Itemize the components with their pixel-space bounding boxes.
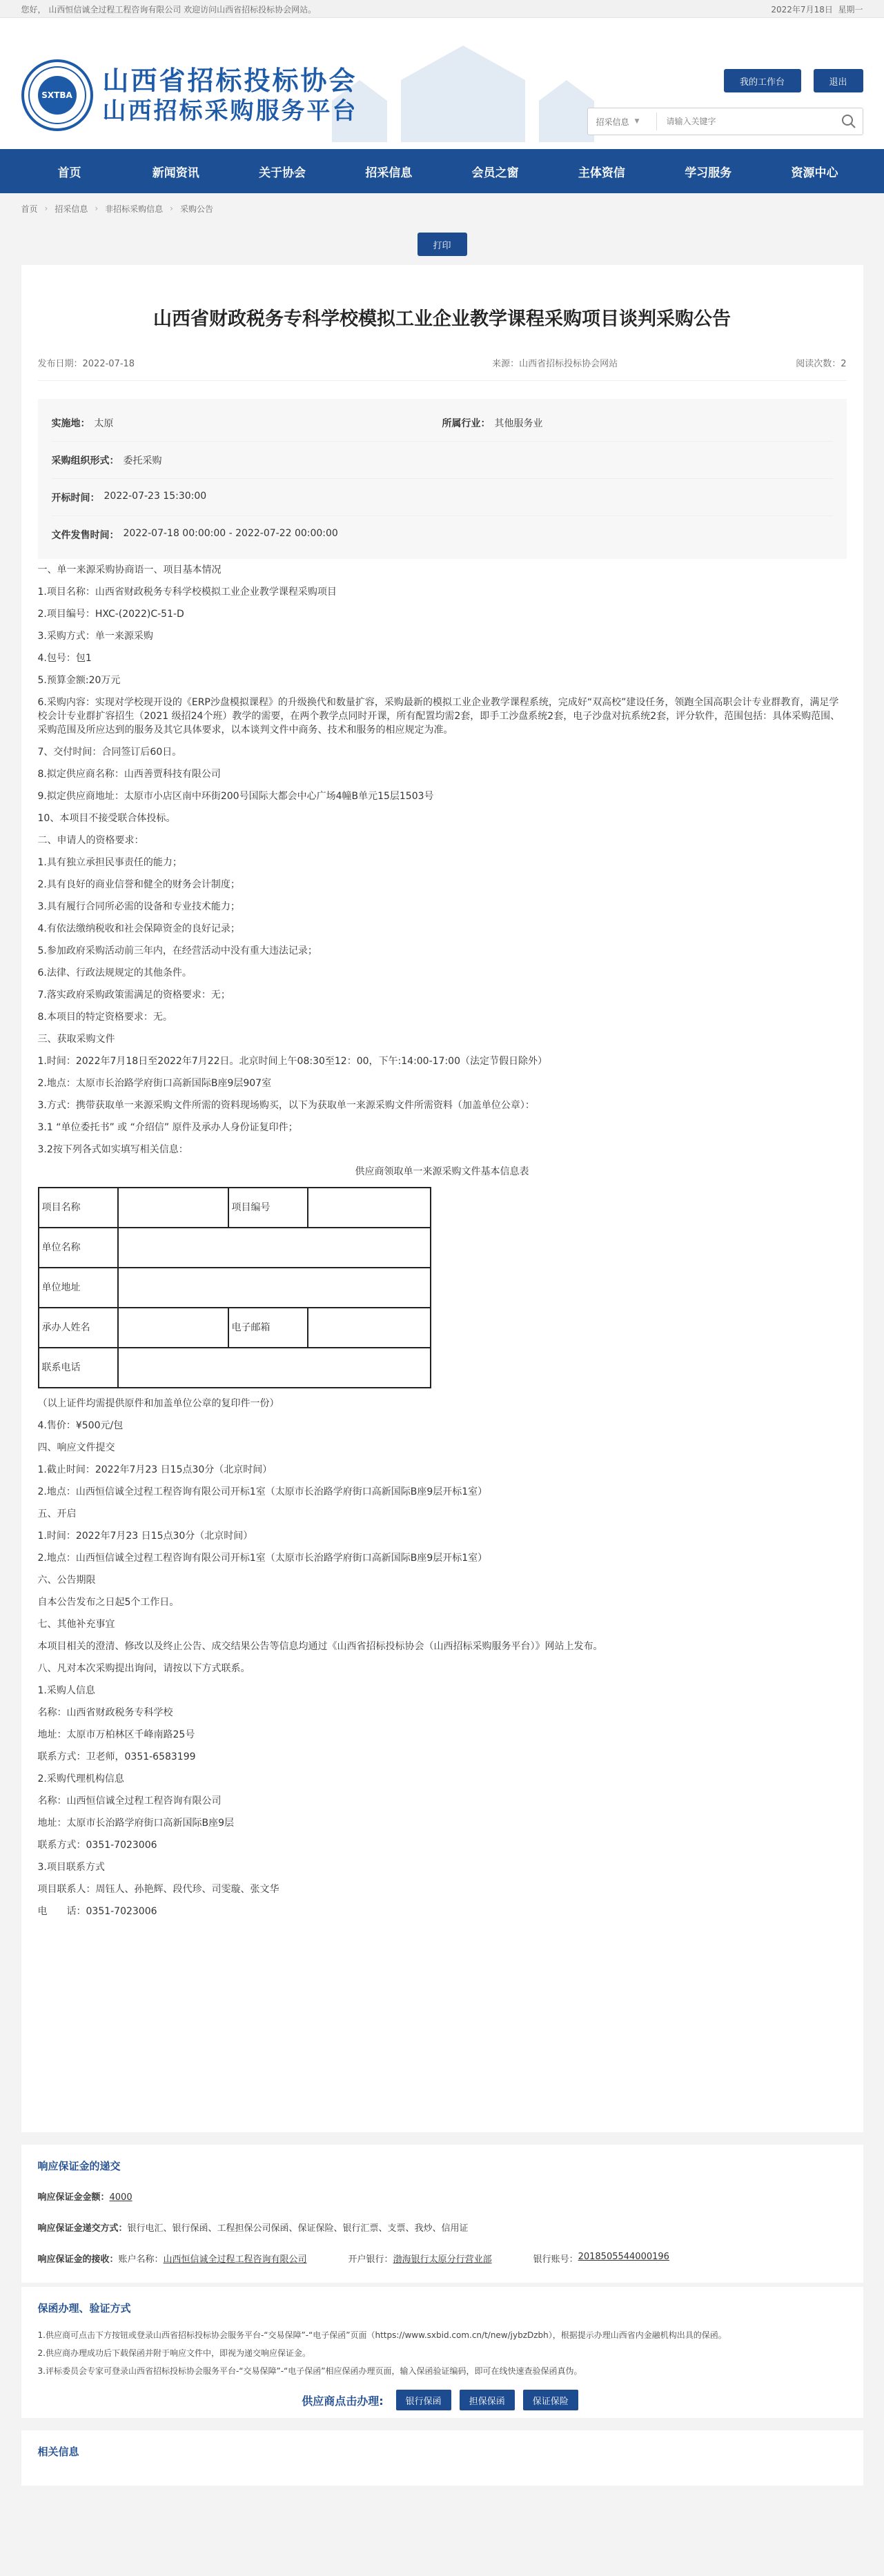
bank-guarantee-button[interactable]: 银行保函 <box>396 2390 451 2410</box>
read-count: 阅读次数：2 <box>796 359 847 369</box>
deposit-amount-label: 响应保证金金额： <box>37 2192 110 2203</box>
breadcrumb-current: 采购公告 <box>179 204 213 214</box>
industry-label: 所属行业： <box>442 417 491 429</box>
guarantee-buttons-label: 供应商点击办理: <box>302 2394 384 2408</box>
deposit-methods-label: 响应保证金递交方式： <box>37 2223 128 2234</box>
deposit-amount-value: 4000 <box>109 2192 132 2203</box>
table-cell-empty <box>118 1188 228 1228</box>
search-icon[interactable] <box>835 108 863 135</box>
open-time-label: 开标时间： <box>51 492 100 504</box>
article-paragraph: 2.地点：山西恒信诚全过程工程咨询有限公司开标1室（太原市长治路学府街口高新国际B座9层开标1室） <box>37 1486 488 1497</box>
article-paragraph: 名称：山西恒信诚全过程工程咨询有限公司 <box>37 1796 222 1807</box>
search-input[interactable] <box>657 117 835 126</box>
article-paragraph: 5.预算金额:20万元 <box>37 675 121 686</box>
print-button[interactable]: 打印 <box>418 233 467 256</box>
date-text: 2022年7月18日 <box>771 4 833 14</box>
article-card <box>21 265 863 2132</box>
article-paragraph: 三、获取采购文件 <box>37 1034 115 1045</box>
article-paragraph: 4.售价：¥500元/包 <box>37 1420 124 1431</box>
article-title: 山西省财政税务专科学校模拟工业企业教学课程采购项目谈判采购公告 <box>153 308 731 330</box>
site-header <box>0 18 884 149</box>
article-paragraph: 六、公告期限 <box>37 1575 96 1586</box>
article-paragraph: 自本公告发布之日起5个工作日。 <box>37 1597 179 1608</box>
breadcrumb-procurement[interactable]: 招采信息 <box>55 204 88 214</box>
my-workspace-button[interactable]: 我的工作台 <box>724 69 801 92</box>
location-label: 实施地： <box>51 417 90 429</box>
table-caption: 供应商领取单一来源采购文件基本信息表 <box>355 1166 529 1177</box>
building-decoration-icon <box>318 39 608 142</box>
welcome-text: 您好， 山西恒信诚全过程工程咨询有限公司 欢迎访问山西省招标投标协会网站。 <box>21 4 317 14</box>
site-logo[interactable] <box>21 59 358 131</box>
article-paragraph: 名称：山西省财政税务专科学校 <box>37 1707 173 1718</box>
deposit-receiver-label: 响应保证金的接收： <box>37 2254 119 2265</box>
article-paragraph: 地址：太原市万柏林区千峰南路25号 <box>37 1729 195 1740</box>
article-paragraph: 电 话：0351-7023006 <box>37 1906 157 1917</box>
article-paragraph: 3.项目联系方式 <box>37 1862 105 1873</box>
nav-members[interactable]: 会员之窗 <box>471 166 519 180</box>
nav-home[interactable]: 首页 <box>57 166 81 180</box>
article-source: 来源：山西省招标投标协会网站 <box>492 359 618 369</box>
nav-news[interactable]: 新闻资讯 <box>152 166 199 180</box>
site-title-secondary: 山西招标采购服务平台 <box>102 97 358 125</box>
surety-guarantee-button[interactable]: 担保保函 <box>460 2390 515 2410</box>
top-bar <box>0 0 884 18</box>
article-paragraph: 联系方式：0351-7023006 <box>37 1840 157 1851</box>
article-paragraph: 1.项目名称：山西省财政税务专科学校模拟工业企业教学课程采购项目 <box>37 587 337 598</box>
table-cell-empty <box>118 1348 431 1388</box>
article-paragraph: 1.时间：2022年7月23 日15点30分（北京时间） <box>37 1531 253 1542</box>
org-form-value: 委托采购 <box>123 455 162 466</box>
supplier-info-table <box>38 1187 431 1388</box>
table-cell-empty <box>118 1268 431 1308</box>
logo-mark: SXTBA <box>38 76 77 115</box>
table-cell-empty <box>308 1188 431 1228</box>
article-paragraph: 5.参加政府采购活动前三年内，在经营活动中没有重大违法记录； <box>37 945 317 956</box>
site-title-primary: 山西省招标投标协会 <box>102 66 357 96</box>
article-paragraph: 6.采购内容：实现对学校现开设的《ERP沙盘模拟课程》的升级换代和数量扩容，采购最新的模拟工业企业教学课程系统，完成好“双高校”建设任务，领跑全国高职会计专业群教育，满足学校会计专业群扩容招生（2021 级招24个班）教学的需要，在两个教学点同时开课，所有配置均需2套，即手工沙盘系统2套，电子沙盘对抗系统2套，评分软件，范围包括：具体采购范围、采购范围及所应达到的服务及其它具体要求，以本谈判文件中商务、技术和服务的相应规定为准。 <box>37 697 841 736</box>
deposit-heading: 响应保证金的递交 <box>37 2160 121 2172</box>
nav-about[interactable]: 关于协会 <box>259 166 306 180</box>
article-paragraph: 3.采购方式：单一来源采购 <box>37 631 153 642</box>
account-name-value: 山西恒信诚全过程工程咨询有限公司 <box>163 2254 307 2265</box>
publish-date: 发布日期：2022-07-18 <box>37 359 135 369</box>
article-meta <box>38 356 847 381</box>
table-label-project-name: 项目名称 <box>39 1188 118 1228</box>
nav-procurement[interactable]: 招采信息 <box>365 166 413 180</box>
article-paragraph: 7、交付时间：合同签订后60日。 <box>37 747 182 758</box>
article-paragraph: 八、凡对本次采购提出询问，请按以下方式联系。 <box>37 1663 251 1674</box>
article-paragraph: 8.拟定供应商名称：山西善贾科技有限公司 <box>37 769 221 780</box>
guarantee-line: 2.供应商办理成功后下载保函并附于响应文件中，即视为递交响应保证金。 <box>37 2348 311 2358</box>
account-no-label: 银行账号： <box>533 2254 578 2265</box>
table-cell-empty <box>118 1228 431 1268</box>
table-label-unit-name: 单位名称 <box>39 1228 118 1268</box>
guarantee-line: 3.评标委员会专家可登录山西省招标投标协会服务平台-“交易保障”-“电子保函”相应保函办理页面，输入保函验证编码，即可在线快速查验保函真伪。 <box>37 2366 582 2376</box>
article-paragraph: 1.采购人信息 <box>37 1685 95 1696</box>
nav-credit[interactable]: 主体资信 <box>578 166 625 180</box>
nav-resources[interactable]: 资源中心 <box>791 166 838 180</box>
deposit-section <box>21 2145 863 2283</box>
article-paragraph: 2.具有良好的商业信誉和健全的财务会计制度； <box>37 879 240 890</box>
article-paragraph: 一、单一来源采购协商语一、项目基本情况 <box>37 564 222 576</box>
table-cell-empty <box>308 1308 431 1348</box>
article-paragraph: 四、响应文件提交 <box>37 1442 115 1453</box>
table-cell-empty <box>118 1308 228 1348</box>
deposit-methods-value: 银行电汇、银行保函、工程担保公司保函、保证保险、银行汇票、支票、我炒、信用证 <box>127 2223 469 2234</box>
open-time-value: 2022-07-23 15:30:00 <box>104 490 207 502</box>
article-paragraph: 7.落实政府采购政策需满足的资格要求：无； <box>37 990 230 1001</box>
article-paragraph: 6.法律、行政法规规定的其他条件。 <box>37 967 192 979</box>
article-paragraph: 3.2按下列各式如实填写相关信息： <box>37 1144 188 1155</box>
search-category-value: 招采信息 <box>596 117 629 127</box>
article-paragraph: 五、开启 <box>37 1508 77 1520</box>
related-section <box>21 2430 863 2486</box>
article-paragraph: 4.有依法缴纳税收和社会保障资金的良好记录； <box>37 923 240 934</box>
date-display <box>771 3 863 15</box>
guarantee-heading: 保函办理、验证方式 <box>37 2302 131 2314</box>
logo-emblem-icon <box>21 59 93 131</box>
location-value: 太原 <box>94 417 114 429</box>
table-label-email: 电子邮箱 <box>228 1308 308 1348</box>
table-label-unit-address: 单位地址 <box>39 1268 118 1308</box>
article-body <box>38 563 847 1918</box>
article-paragraph: 1.截止时间：2022年7月23 日15点30分（北京时间） <box>37 1464 273 1475</box>
logout-button[interactable]: 退出 <box>814 69 863 92</box>
bank-value: 渤海银行太原分行营业部 <box>393 2254 492 2265</box>
article-paragraph: 3.方式：携带获取单一来源采购文件所需的资料现场购买，以下为获取单一来源采购文件所需资料（加盖单位公章）： <box>37 1100 535 1111</box>
article-paragraph: 4.包号：包1 <box>37 653 92 664</box>
account-no-value: 2018505544000196 <box>578 2252 669 2262</box>
article-paragraph: 2.采购代理机构信息 <box>37 1773 124 1784</box>
article-paragraph: 二、申请人的资格要求： <box>37 835 144 846</box>
breadcrumb-home[interactable]: 首页 <box>21 204 38 214</box>
nav-learning[interactable]: 学习服务 <box>685 166 732 180</box>
article-paragraph: 1.时间：2022年7月18日至2022年7月22日。北京时间上午08:30至12：00，下午:14:00-17:00（法定节假日除外） <box>37 1056 547 1067</box>
issue-time-label: 文件发售时间： <box>51 530 119 541</box>
article-paragraph: 2.地点：山西恒信诚全过程工程咨询有限公司开标1室（太原市长治路学府街口高新国际B座9层开标1室） <box>37 1553 488 1564</box>
table-label-phone: 联系电话 <box>39 1348 118 1388</box>
guarantee-section <box>21 2287 863 2418</box>
breadcrumb-non-tender[interactable]: 非招标采购信息 <box>105 204 164 214</box>
article-paragraph: 地址：太原市长治路学府街口高新国际B座9层 <box>37 1818 235 1829</box>
account-name-label: 账户名称： <box>118 2254 164 2265</box>
article-paragraph: 联系方式：卫老师，0351-6583199 <box>37 1751 196 1762</box>
insurance-guarantee-button[interactable]: 保证保险 <box>523 2390 578 2410</box>
article-paragraph: 3.1 “单位委托书” 或 “介绍信” 原件及承办人身份证复印件； <box>37 1122 298 1133</box>
article-paragraph: 1.具有独立承担民事责任的能力； <box>37 857 182 868</box>
article-paragraph: 3.具有履行合同所必需的设备和专业技术能力； <box>37 901 240 912</box>
article-paragraph: 8.本项目的特定资格要求：无。 <box>37 1012 173 1023</box>
article-paragraph: （以上证件均需提供原件和加盖单位公章的复印件一份） <box>37 1398 279 1409</box>
table-label-project-no: 项目编号 <box>228 1188 308 1228</box>
search-category-select[interactable] <box>588 112 657 130</box>
info-box <box>38 399 847 559</box>
bank-label: 开户银行： <box>348 2254 393 2265</box>
org-form-label: 采购组织形式： <box>51 455 119 466</box>
weekday-text: 星期一 <box>838 4 863 14</box>
issue-time-value: 2022-07-18 00:00:00 - 2022-07-22 00:00:00 <box>123 528 338 539</box>
table-label-handler: 承办人姓名 <box>39 1308 118 1348</box>
article-paragraph: 项目联系人：周钰人、孙艳辉、段代珍、司雯璇、张文华 <box>37 1884 279 1895</box>
article-paragraph: 9.拟定供应商地址：太原市小店区南中环街200号国际大都会中心广场4幢B单元15层1503号 <box>37 791 434 802</box>
article-paragraph: 2.项目编号：HXC-(2022)C-51-D <box>37 609 184 620</box>
breadcrumb: 首页 › 招采信息 › 非招标采购信息 › 采购公告 <box>21 204 213 214</box>
article-paragraph: 本项目相关的澄清、修改以及终止公告、成交结果公告等信息均通过《山西省招标投标协会（山西招标采购服务平台）》网站上发布。 <box>37 1641 603 1652</box>
search-box <box>587 108 863 135</box>
related-heading: 相关信息 <box>37 2446 79 2458</box>
main-nav <box>0 149 884 193</box>
article-paragraph: 七、其他补充事宜 <box>37 1619 115 1630</box>
chevron-down-icon: ▼ <box>634 118 640 125</box>
article-paragraph: 2.地点：太原市长治路学府街口高新国际B座9层907室 <box>37 1078 272 1089</box>
guarantee-line: 1.供应商可点击下方按钮或登录山西省招标投标协会服务平台-“交易保障”-“电子保函”页面（https://www.sxbid.com.cn/t/new/jybzDzbh），根据提示办理山西省内金融机构出具的保函。 <box>37 2330 727 2340</box>
article-paragraph: 10、本项目不接受联合体投标。 <box>37 813 176 824</box>
industry-value: 其他服务业 <box>494 417 543 429</box>
